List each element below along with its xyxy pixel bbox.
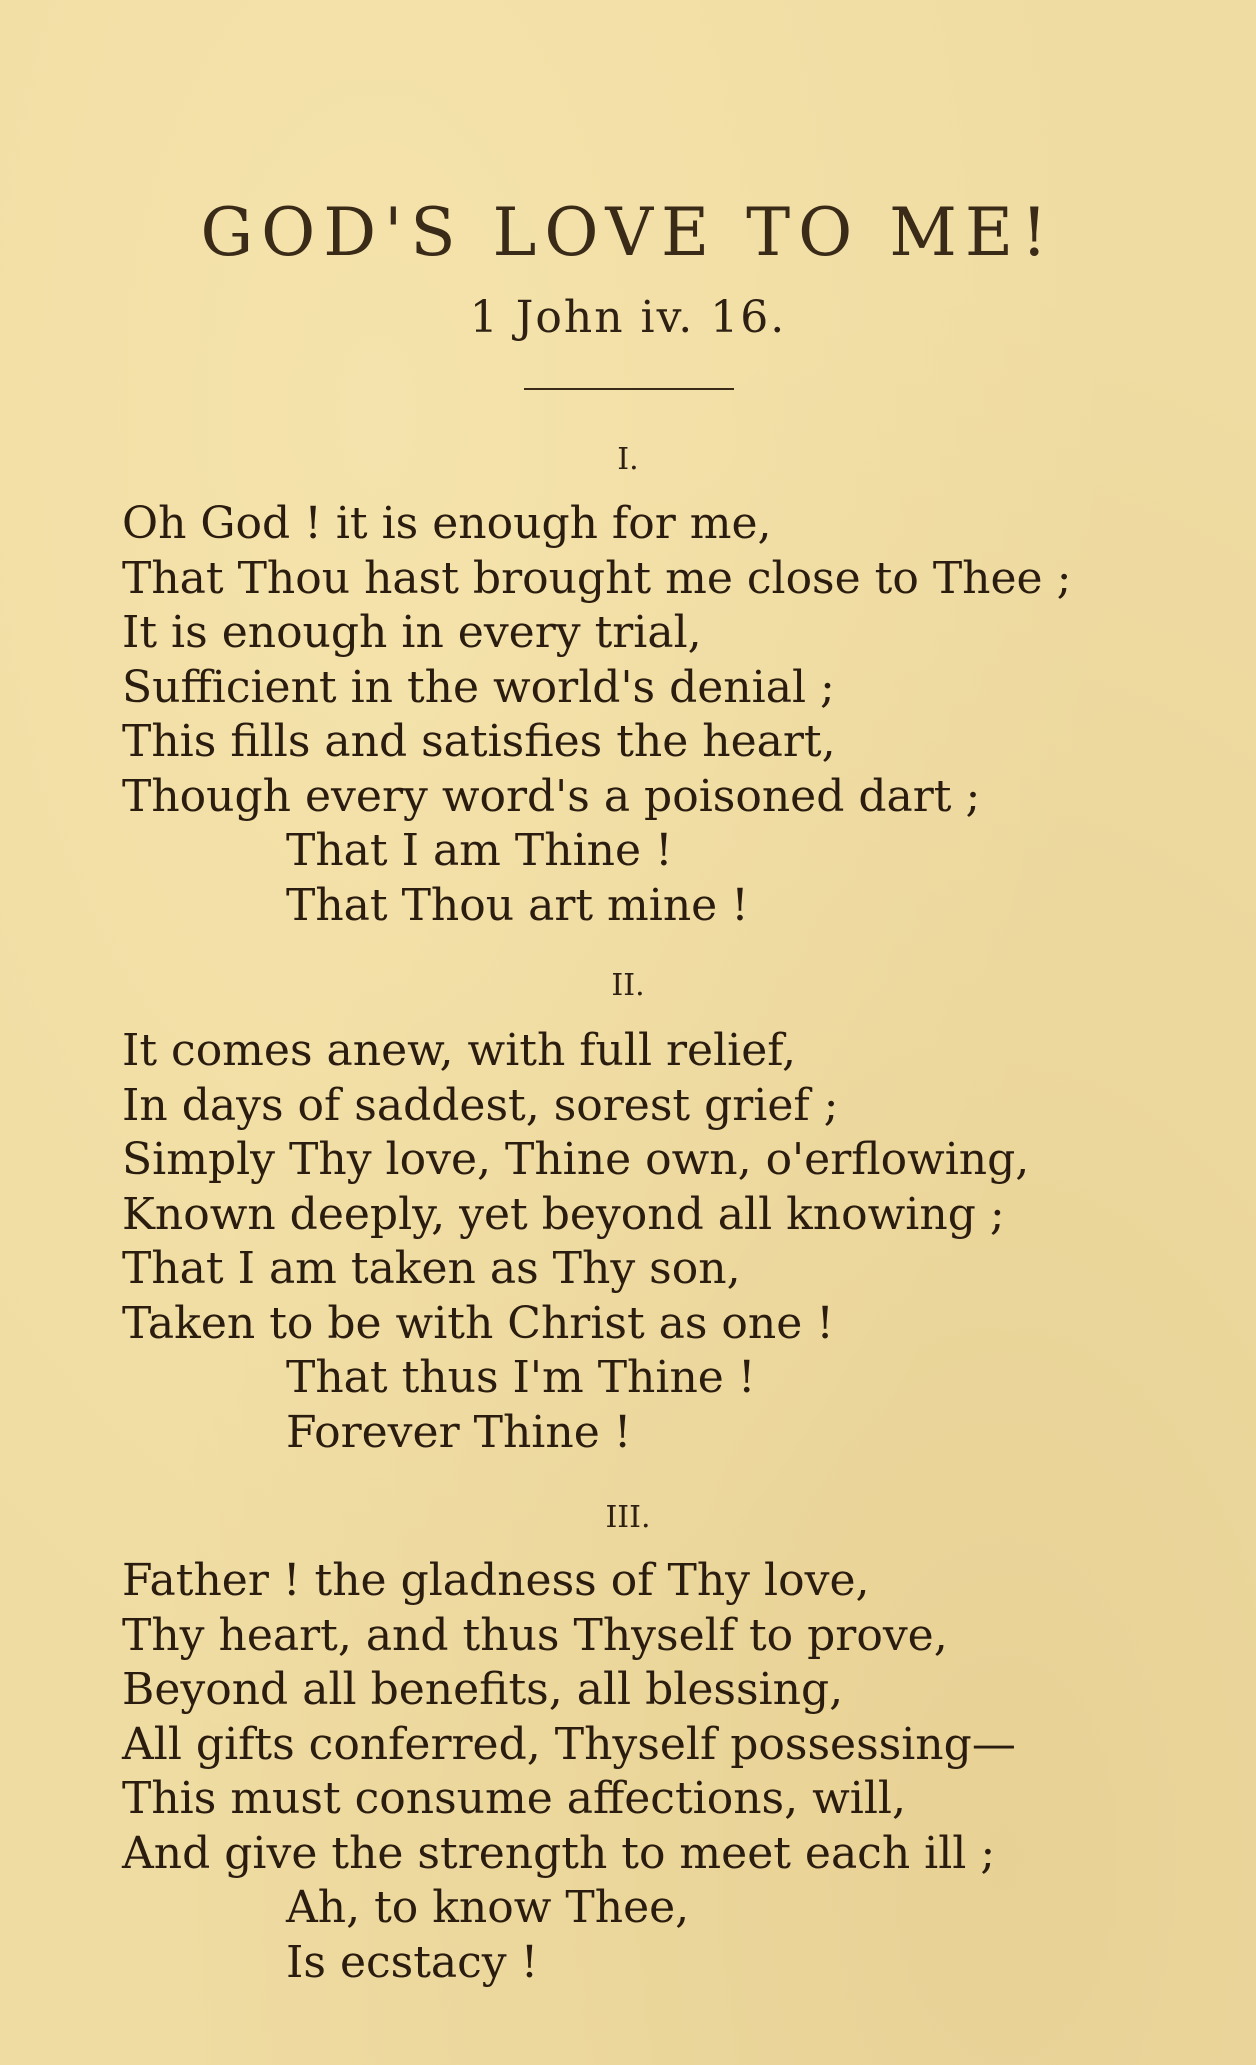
verse-line: This must consume affections, will, [122, 1773, 906, 1824]
verse-line: That I am taken as Thy son, [122, 1243, 741, 1294]
stanza-2 [122, 1024, 1222, 1460]
verse-line: All gifts conferred, Thyself possessing— [122, 1718, 1016, 1770]
verse-line: And give the strength to meet each ill ; [122, 1827, 996, 1879]
refrain-line: That Thou art mine ! [286, 879, 749, 931]
verse-line: Simply Thy love, Thine own, o'erflowing, [122, 1134, 1030, 1185]
verse-line: In days of saddest, sorest grief ; [122, 1079, 839, 1131]
poem-title: GOD'S LOVE TO ME! [200, 194, 1056, 271]
verse-line: Sufficient in the world's denial ; [122, 661, 835, 713]
title-divider [524, 388, 734, 390]
verse-line: That Thou hast brought me close to Thee ; [122, 552, 1072, 604]
refrain-line: That I am Thine ! [286, 825, 673, 876]
refrain-line: Forever Thine ! [286, 1406, 632, 1458]
verse-line: Though every word's a poisoned dart ; [122, 770, 981, 822]
verse-line: Taken to be with Christ as one ! [122, 1297, 834, 1349]
verse-line: This fills and satisfies the heart, [122, 716, 836, 767]
refrain-line: That thus I'm Thine ! [286, 1352, 756, 1403]
stanza-numeral-3: III. [605, 1500, 651, 1535]
verse-line: It comes anew, with full relief, [122, 1025, 796, 1076]
stanza-numeral-2: II. [611, 968, 645, 1003]
verse-line: Oh God ! it is enough for me, [122, 498, 772, 549]
stanza-numeral-1: I. [617, 442, 639, 477]
refrain-line: Ah, to know Thee, [286, 1882, 690, 1933]
scripture-reference: 1 John iv. 16. [469, 292, 787, 343]
refrain-line: Is ecstacy ! [286, 1936, 539, 1988]
verse-line: Thy heart, and thus Thyself to prove, [122, 1609, 948, 1661]
verse-line: Beyond all benefits, all blessing, [122, 1664, 844, 1715]
verse-line: Known deeply, yet beyond all knowing ; [122, 1188, 1005, 1240]
verse-line: It is enough in every trial, [122, 607, 702, 658]
stanza-1 [122, 497, 1222, 933]
stanza-3 [122, 1554, 1222, 1990]
verse-line: Father ! the gladness of Thy love, [122, 1555, 870, 1606]
